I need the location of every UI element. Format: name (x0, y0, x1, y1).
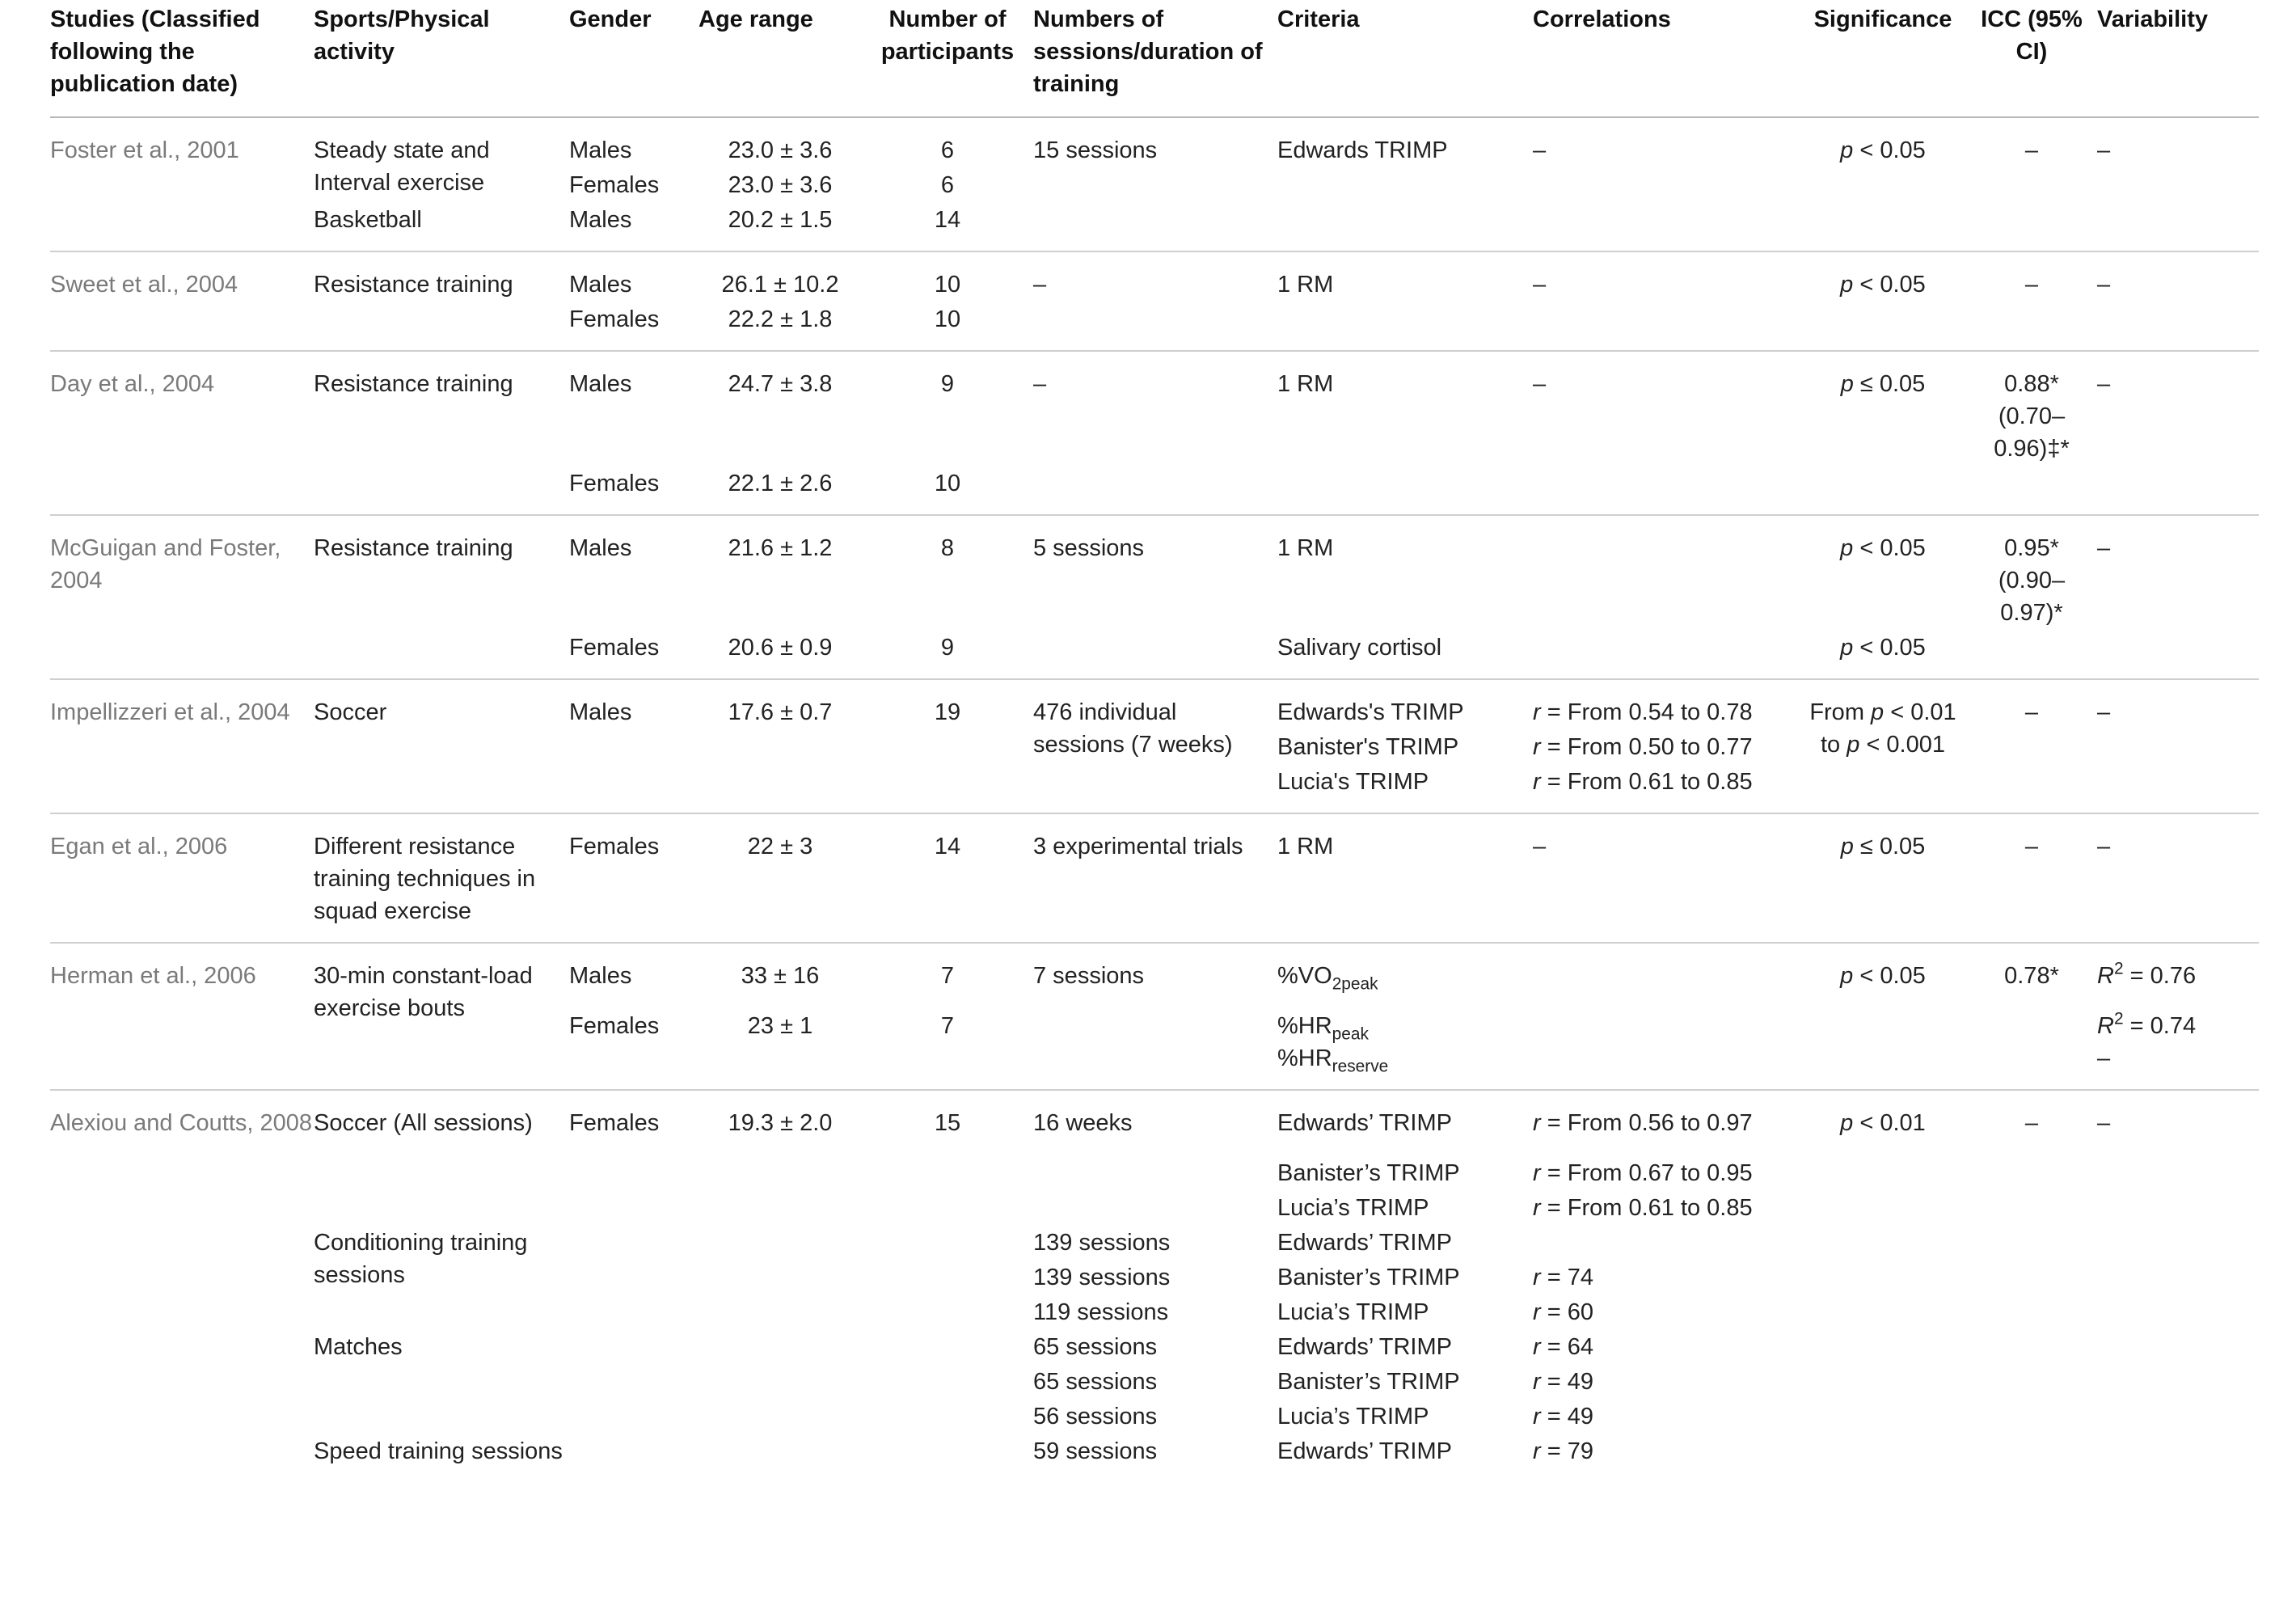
criteria-cell: $\%HR_{peak}$ $\%HR_{reserve}$ (1277, 1013, 1389, 1076)
variability-cell: – (2097, 1110, 2111, 1136)
study-name: Day et al., 2004 (50, 371, 215, 397)
criteria-cell: Banister’s TRIMP (1277, 1369, 1460, 1395)
participants-cell: 15 (934, 1110, 961, 1136)
significance-cell: p < 0.05 (1840, 137, 1926, 163)
sessions-cell: 5 sessions (1033, 535, 1145, 561)
gender-cell: Females (569, 1013, 660, 1039)
variability-cell: – (2097, 371, 2111, 397)
icc-cell: – (2024, 272, 2039, 298)
participants-cell: 6 (940, 172, 955, 198)
criteria-cell: Edwards’ TRIMP (1277, 1230, 1452, 1256)
table-row (50, 251, 2259, 301)
sessions-cell: 139 sessions (1033, 1265, 1171, 1290)
criteria-cell: Lucia’s TRIMP (1277, 1299, 1429, 1325)
sessions-cell: 16 weeks (1033, 1110, 1133, 1136)
table-row (50, 515, 2259, 629)
header-sessions: Numbers of sessions/duration of training (1033, 6, 1263, 97)
table-row (50, 1398, 2259, 1433)
header-criteria: Criteria (1277, 6, 1360, 32)
criteria-cell: Lucia's TRIMP (1277, 769, 1429, 795)
criteria-cell: Edwards’ TRIMP (1277, 1110, 1452, 1136)
significance-cell: From p < 0.01 to p < 0.001 (1809, 699, 1956, 758)
icc-cell: – (2024, 137, 2039, 163)
gender-cell: Males (569, 137, 632, 163)
correlation-cell: – (1533, 272, 1547, 298)
age-cell: 23 ± 1 (747, 1013, 813, 1039)
studies-table (50, 0, 2259, 1468)
table-row (50, 1363, 2259, 1398)
table-row (50, 1328, 2259, 1363)
criteria-cell: Banister's TRIMP (1277, 734, 1459, 760)
sessions-cell: – (1033, 272, 1047, 298)
significance-cell: p < 0.05 (1840, 635, 1926, 661)
criteria-cell: Edwards TRIMP (1277, 137, 1448, 163)
criteria-cell: Salivary cortisol (1277, 635, 1442, 661)
age-cell: 33 ± 16 (741, 963, 820, 989)
study-name: Foster et al., 2001 (50, 137, 239, 163)
variability-cell: – (2097, 137, 2111, 163)
sport-cell: 30-min constant-load exercise bouts (314, 963, 533, 1021)
table-row (50, 1189, 2259, 1224)
header-age: Age range (699, 6, 813, 32)
sessions-cell: 139 sessions (1033, 1230, 1171, 1256)
correlation-cell: r = 79 (1533, 1438, 1593, 1464)
participants-cell: 10 (934, 306, 961, 332)
significance-cell: p ≤ 0.05 (1840, 834, 1926, 859)
sessions-cell: 119 sessions (1033, 1299, 1169, 1325)
studies-table-page (50, 0, 2259, 1468)
study-name: Sweet et al., 2004 (50, 272, 238, 298)
header-participants: Number of participants (880, 6, 1015, 65)
correlation-cell: r = 64 (1533, 1334, 1593, 1360)
significance-cell: p ≤ 0.05 (1840, 371, 1926, 397)
table-row (50, 1224, 2259, 1259)
variability-cell: $R^2 = 0.76$ (2097, 959, 2197, 989)
age-cell: 22.1 ± 2.6 (728, 471, 833, 496)
participants-cell: 9 (940, 371, 955, 397)
age-cell: 20.6 ± 0.9 (728, 635, 833, 661)
criteria-cell: 1 RM (1277, 371, 1334, 397)
table-row (50, 1139, 2259, 1189)
sport-cell: Soccer (All sessions) (314, 1110, 533, 1136)
criteria-cell: 1 RM (1277, 535, 1334, 561)
criteria-cell: Edwards’ TRIMP (1277, 1334, 1452, 1360)
correlation-cell: – (1533, 834, 1547, 859)
age-cell: 21.6 ± 1.2 (728, 535, 833, 561)
sessions-cell: 65 sessions (1033, 1369, 1158, 1395)
table-row (50, 117, 2259, 167)
icc-cell: 0.78* (2004, 963, 2059, 989)
header-row (50, 0, 2259, 117)
sport-cell: Speed training sessions (314, 1438, 563, 1464)
header-study: Studies (Classified following the publication date) (50, 6, 260, 97)
correlation-cell: r = From 0.67 to 0.95 (1533, 1160, 1753, 1186)
age-cell: 17.6 ± 0.7 (728, 699, 833, 725)
sport-cell: Resistance training (314, 371, 513, 397)
age-cell: 23.0 ± 3.6 (728, 137, 833, 163)
header-sport: Sports/Physical activity (314, 6, 490, 65)
sport-cell: Matches (314, 1334, 403, 1360)
table-row (50, 943, 2259, 992)
variability-cell: – (2097, 535, 2111, 561)
criteria-cell: Banister’s TRIMP (1277, 1160, 1460, 1186)
gender-cell: Males (569, 699, 632, 725)
criteria-cell: Lucia’s TRIMP (1277, 1195, 1429, 1221)
age-cell: 22.2 ± 1.8 (728, 306, 833, 332)
criteria-cell: Lucia’s TRIMP (1277, 1404, 1429, 1430)
age-cell: 20.2 ± 1.5 (728, 207, 833, 233)
correlation-cell: r = 49 (1533, 1404, 1593, 1430)
correlation-cell: r = From 0.50 to 0.77 (1533, 734, 1753, 760)
sport-cell: Resistance training (314, 272, 513, 298)
table-row (50, 1090, 2259, 1139)
icc-cell: 0.95* (0.90– 0.97)* (1998, 535, 2066, 626)
participants-cell: 9 (940, 635, 955, 661)
participants-cell: 10 (934, 272, 961, 298)
sport-cell: Conditioning training sessions (314, 1230, 528, 1288)
table-row (50, 351, 2259, 465)
sessions-cell: 65 sessions (1033, 1334, 1158, 1360)
table-row (50, 201, 2259, 251)
participants-cell: 19 (934, 699, 961, 725)
header-correlations: Correlations (1533, 6, 1671, 32)
variability-cell: – (2097, 699, 2111, 725)
sport-cell: Resistance training (314, 535, 513, 561)
icc-cell: – (2024, 834, 2039, 859)
significance-cell: p < 0.05 (1840, 535, 1926, 561)
criteria-cell: Banister’s TRIMP (1277, 1265, 1460, 1290)
study-name: Alexiou and Coutts, 2008 (50, 1110, 313, 1136)
sessions-cell: 59 sessions (1033, 1438, 1158, 1464)
table-row (50, 679, 2259, 728)
gender-cell: Females (569, 172, 660, 198)
gender-cell: Females (569, 471, 660, 496)
participants-cell: 14 (934, 207, 961, 233)
correlation-cell: r = From 0.56 to 0.97 (1533, 1110, 1753, 1136)
correlation-cell: r = 49 (1533, 1369, 1593, 1395)
correlation-cell: – (1533, 137, 1547, 163)
variability-cell: $R^2 = 0.74$ – (2097, 1009, 2197, 1071)
gender-cell: Males (569, 963, 632, 989)
criteria-cell: $\%VO_{2peak}$ (1277, 963, 1378, 994)
study-name: Herman et al., 2006 (50, 963, 256, 989)
sessions-cell: 15 sessions (1033, 137, 1158, 163)
gender-cell: Females (569, 834, 660, 859)
sessions-cell: 7 sessions (1033, 963, 1145, 989)
header-gender: Gender (569, 6, 652, 32)
correlation-cell: r = From 0.54 to 0.78 (1533, 699, 1753, 725)
header-icc: ICC (95% CI) (1981, 6, 2083, 65)
significance-cell: p < 0.01 (1840, 1110, 1926, 1136)
sport-cell: Steady state and Interval exercise (314, 137, 490, 196)
criteria-cell: Edwards’ TRIMP (1277, 1438, 1452, 1464)
gender-cell: Females (569, 1110, 660, 1136)
study-name: Impellizzeri et al., 2004 (50, 699, 290, 725)
significance-cell: p < 0.05 (1840, 272, 1926, 298)
icc-cell: – (2024, 699, 2039, 725)
participants-cell: 10 (934, 471, 961, 496)
gender-cell: Males (569, 371, 632, 397)
table-body (50, 117, 2259, 1468)
correlation-cell: r = 60 (1533, 1299, 1593, 1325)
table-row (50, 1294, 2259, 1328)
variability-cell: – (2097, 272, 2111, 298)
participants-cell: 7 (940, 963, 955, 989)
age-cell: 19.3 ± 2.0 (728, 1110, 833, 1136)
sessions-cell: – (1033, 371, 1047, 397)
participants-cell: 6 (940, 137, 955, 163)
participants-cell: 7 (940, 1013, 955, 1039)
sessions-cell: 56 sessions (1033, 1404, 1158, 1430)
correlation-cell: – (1533, 371, 1547, 397)
table-row (50, 1433, 2259, 1468)
study-name: Egan et al., 2006 (50, 834, 228, 859)
age-cell: 26.1 ± 10.2 (721, 272, 839, 298)
sessions-cell: 476 individual sessions (7 weeks) (1033, 699, 1233, 758)
gender-cell: Males (569, 272, 632, 298)
criteria-cell: 1 RM (1277, 834, 1334, 859)
participants-cell: 14 (934, 834, 961, 859)
header-variability: Variability (2097, 6, 2209, 32)
sport-cell: Basketball (314, 207, 422, 233)
gender-cell: Males (569, 207, 632, 233)
age-cell: 23.0 ± 3.6 (728, 172, 833, 198)
table-header (50, 0, 2259, 117)
table-row (50, 813, 2259, 943)
sport-cell: Soccer (314, 699, 387, 725)
significance-cell: p < 0.05 (1840, 963, 1926, 989)
correlation-cell: r = 74 (1533, 1265, 1593, 1290)
age-cell: 24.7 ± 3.8 (728, 371, 833, 397)
gender-cell: Females (569, 635, 660, 661)
correlation-cell: r = From 0.61 to 0.85 (1533, 1195, 1753, 1221)
icc-cell: – (2024, 1110, 2039, 1136)
age-cell: 22 ± 3 (747, 834, 813, 859)
header-significance: Significance (1813, 6, 1952, 32)
correlation-cell: r = From 0.61 to 0.85 (1533, 769, 1753, 795)
criteria-cell: Edwards's TRIMP (1277, 699, 1464, 725)
study-name: McGuigan and Foster, 2004 (50, 535, 281, 593)
gender-cell: Females (569, 306, 660, 332)
sport-cell: Different resistance training techniques in squad exercise (314, 834, 536, 924)
criteria-cell: 1 RM (1277, 272, 1334, 298)
sessions-cell: 3 experimental trials (1033, 834, 1243, 859)
variability-cell: – (2097, 834, 2111, 859)
participants-cell: 8 (940, 535, 955, 561)
gender-cell: Males (569, 535, 632, 561)
icc-cell: 0.88* (0.70– 0.96)‡* (1994, 371, 2070, 462)
